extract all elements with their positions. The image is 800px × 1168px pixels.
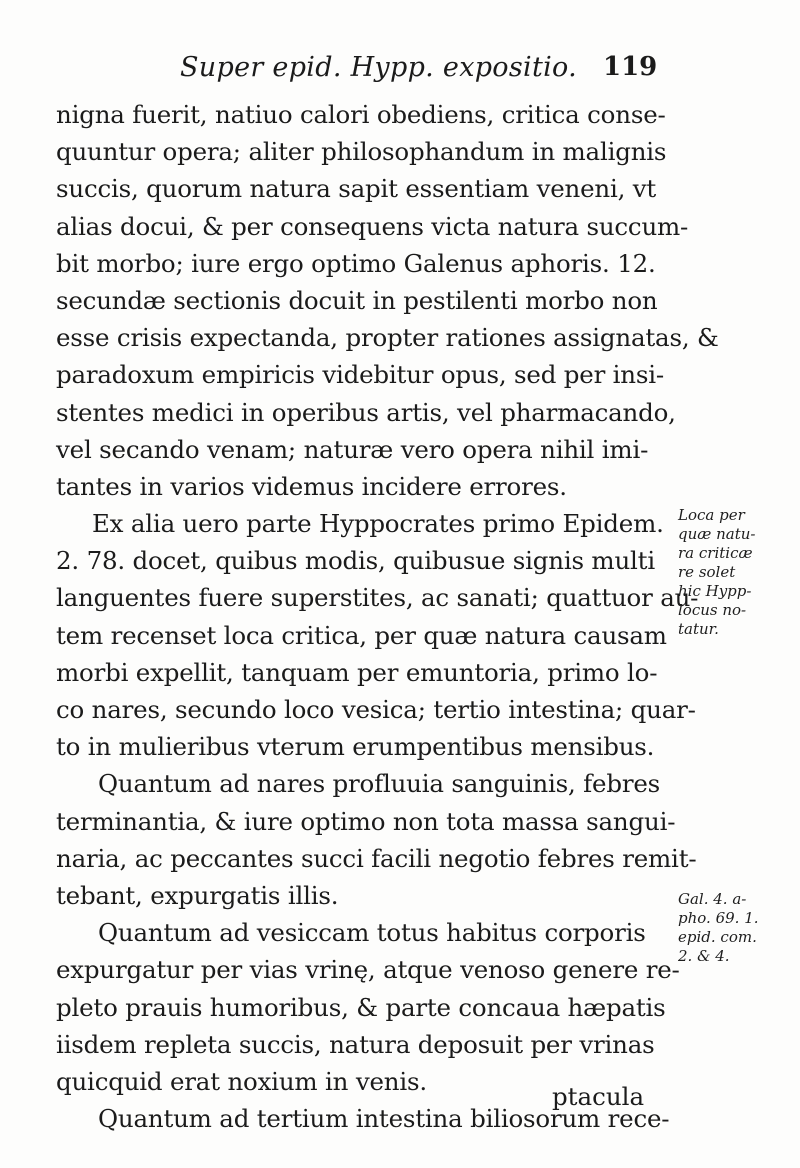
running-head: Super epid. Hypp. expositio. [180,52,577,83]
paragraph-start-line: Quantum ad vesiccam totus habitus corporis [98,918,646,948]
margin-note-line: locus no- [678,601,747,619]
margin-note-line: ra criticæ [678,544,753,562]
text-line: to in mulieribus vterum erumpentibus mensibus. [56,732,655,762]
margin-note-line: pho. 69. 1. [678,909,759,927]
text-line: quicquid erat noxium in venis. [56,1066,427,1096]
margin-note-line: Loca per [678,506,745,524]
margin-note [678,506,796,639]
margin-note-line: Gal. 4. a- [678,890,747,908]
text-line: quuntur opera; aliter philosophandum in malignis [56,137,667,167]
text-line: paradoxum empiricis videbitur opus, sed per insi- [56,360,664,390]
text-line: vel secando venam; naturæ vero opera nihil imi- [56,434,649,464]
text-line: succis, quorum natura sapit essentiam veneni, vt [56,174,657,204]
text-line: terminantia, & iure optimo non tota massa sangui- [56,806,676,836]
text-line: expurgatur per vias vrinę, atque venoso genere re- [56,955,680,985]
margin-note [678,890,796,966]
text-line: pleto prauis humoribus, & parte concaua hæpatis [56,992,666,1022]
paragraph-start-line: Quantum ad nares profluuia sanguinis, febres [98,769,661,799]
text-line: languentes fuere superstites, ac sanati; quattuor au- [56,583,699,613]
text-line: tebant, expurgatis illis. [56,880,339,910]
text-line: tem recenset loca critica, per quæ natura causam [56,620,667,650]
text-line: esse crisis expectanda, propter rationes assignatas, & [56,323,719,353]
text-line: naria, ac peccantes succi facili negotio febres remit- [56,843,697,873]
margin-note-line: epid. com. [678,928,757,946]
margin-note-line: hic Hypp- [678,582,752,600]
text-line: co nares, secundo loco vesica; tertio intestina; quar- [56,695,696,724]
margin-note-line: tatur. [678,620,719,638]
text-line: nigna fuerit, natiuo calori obediens, critica conse- [56,100,666,129]
paragraph-start-line: Ex alia uero parte Hyppocrates primo Epidem. [92,509,664,539]
margin-note-line: re solet [678,563,736,581]
text-line: tantes in varios videmus incidere errores. [56,471,567,501]
page-number: 119 [603,52,658,82]
text-line: alias docui, & per consequens victa natura succum- [56,211,689,241]
text-line: morbi expellit, tanquam per emuntoria, primo lo- [56,657,658,687]
catchword: ptacula [552,1082,645,1111]
text-line: iisdem repleta succis, natura deposuit per vrinas [56,1029,655,1059]
text-line: bit morbo; iure ergo optimo Galenus aphoris. 12. [56,248,656,278]
text-line: stentes medici in operibus artis, vel pharmacando, [56,397,676,427]
margin-note-line: 2. & 4. [678,947,730,965]
margin-note-line: quæ natu- [678,525,756,543]
paragraph-start-line: Quantum ad tertium intestina biliosorum rece- [98,1104,670,1134]
text-line: secundæ sectionis docuit in pestilenti morbo non [56,285,658,315]
text-line: 2. 78. docet, quibus modis, quibusue signis multi [56,546,655,576]
